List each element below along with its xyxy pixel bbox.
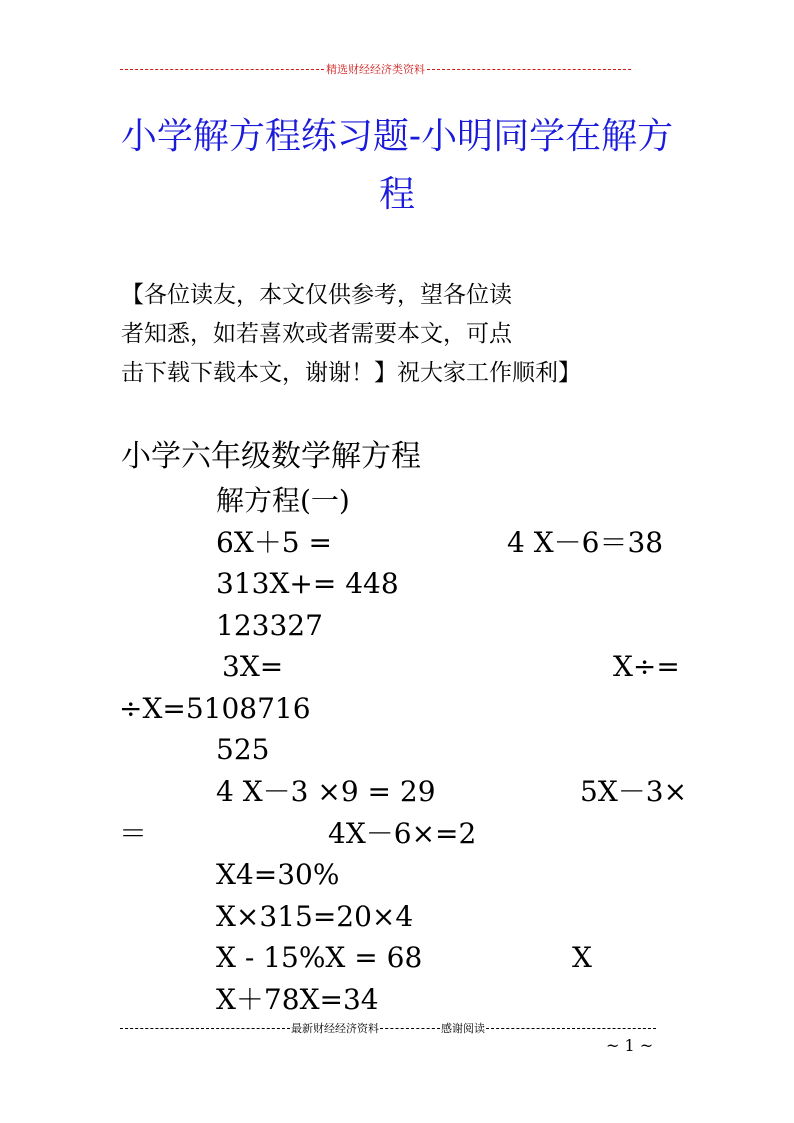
equation-4-right: X÷= bbox=[613, 650, 680, 683]
equation-1-left: 6X＋5 = bbox=[216, 526, 332, 559]
page-header bbox=[120, 57, 631, 81]
section-title: 小学六年级数学解方程 bbox=[121, 439, 421, 474]
page-footer bbox=[120, 1018, 656, 1038]
footer-dashes-left bbox=[120, 1028, 290, 1029]
header-dashes-right bbox=[427, 69, 631, 70]
footer-dashes-middle bbox=[380, 1028, 440, 1029]
equation-8-left: ＝ bbox=[119, 817, 148, 850]
equation-12: X＋78X=34 bbox=[216, 983, 379, 1016]
footer-text-1: 最新财经经济资料 bbox=[291, 1022, 379, 1035]
notice-line-3: 击下载下载本文，谢谢！】祝大家工作顺利】 bbox=[121, 360, 581, 386]
notice-line-2: 者知悉，如若喜欢或者需要本文，可点 bbox=[121, 321, 512, 347]
equation-6: 525 bbox=[216, 733, 270, 766]
header-dashes-left bbox=[120, 69, 324, 70]
equation-7-right: 5X－3× bbox=[580, 775, 688, 808]
reader-notice bbox=[121, 276, 681, 393]
equation-9: X4=30% bbox=[216, 858, 340, 891]
footer-text-2: 感谢阅读 bbox=[441, 1022, 485, 1035]
equation-7-left: 4 X－3 ×9 = 29 bbox=[216, 775, 436, 808]
page-number: ~ 1 ~ bbox=[606, 1036, 654, 1055]
title-line-1: 小学解方程练习题-小明同学在解方 bbox=[120, 116, 674, 157]
footer-dashes-right bbox=[486, 1028, 656, 1029]
equation-4-left: 3X= bbox=[222, 650, 284, 683]
notice-line-1: 【各位读友，本文仅供参考，望各位读 bbox=[121, 282, 512, 308]
equation-11-right: X bbox=[572, 941, 592, 974]
equation-1-right: 4 X－6＝38 bbox=[507, 526, 664, 559]
equation-11-left: X - 15%X = 68 bbox=[216, 941, 423, 974]
document-title bbox=[100, 108, 694, 224]
subtitle: 解方程(一) bbox=[216, 484, 350, 517]
title-line-2: 程 bbox=[378, 174, 415, 215]
equation-10: X×315=20×4 bbox=[216, 900, 414, 933]
equation-8-right: 4X－6×=2 bbox=[328, 817, 477, 850]
equation-5: ÷X=5108716 bbox=[119, 692, 311, 725]
header-text: 精选财经经济类资料 bbox=[326, 63, 425, 76]
equation-3: 123327 bbox=[216, 609, 323, 642]
equation-2: 313X+= 448 bbox=[216, 567, 399, 600]
